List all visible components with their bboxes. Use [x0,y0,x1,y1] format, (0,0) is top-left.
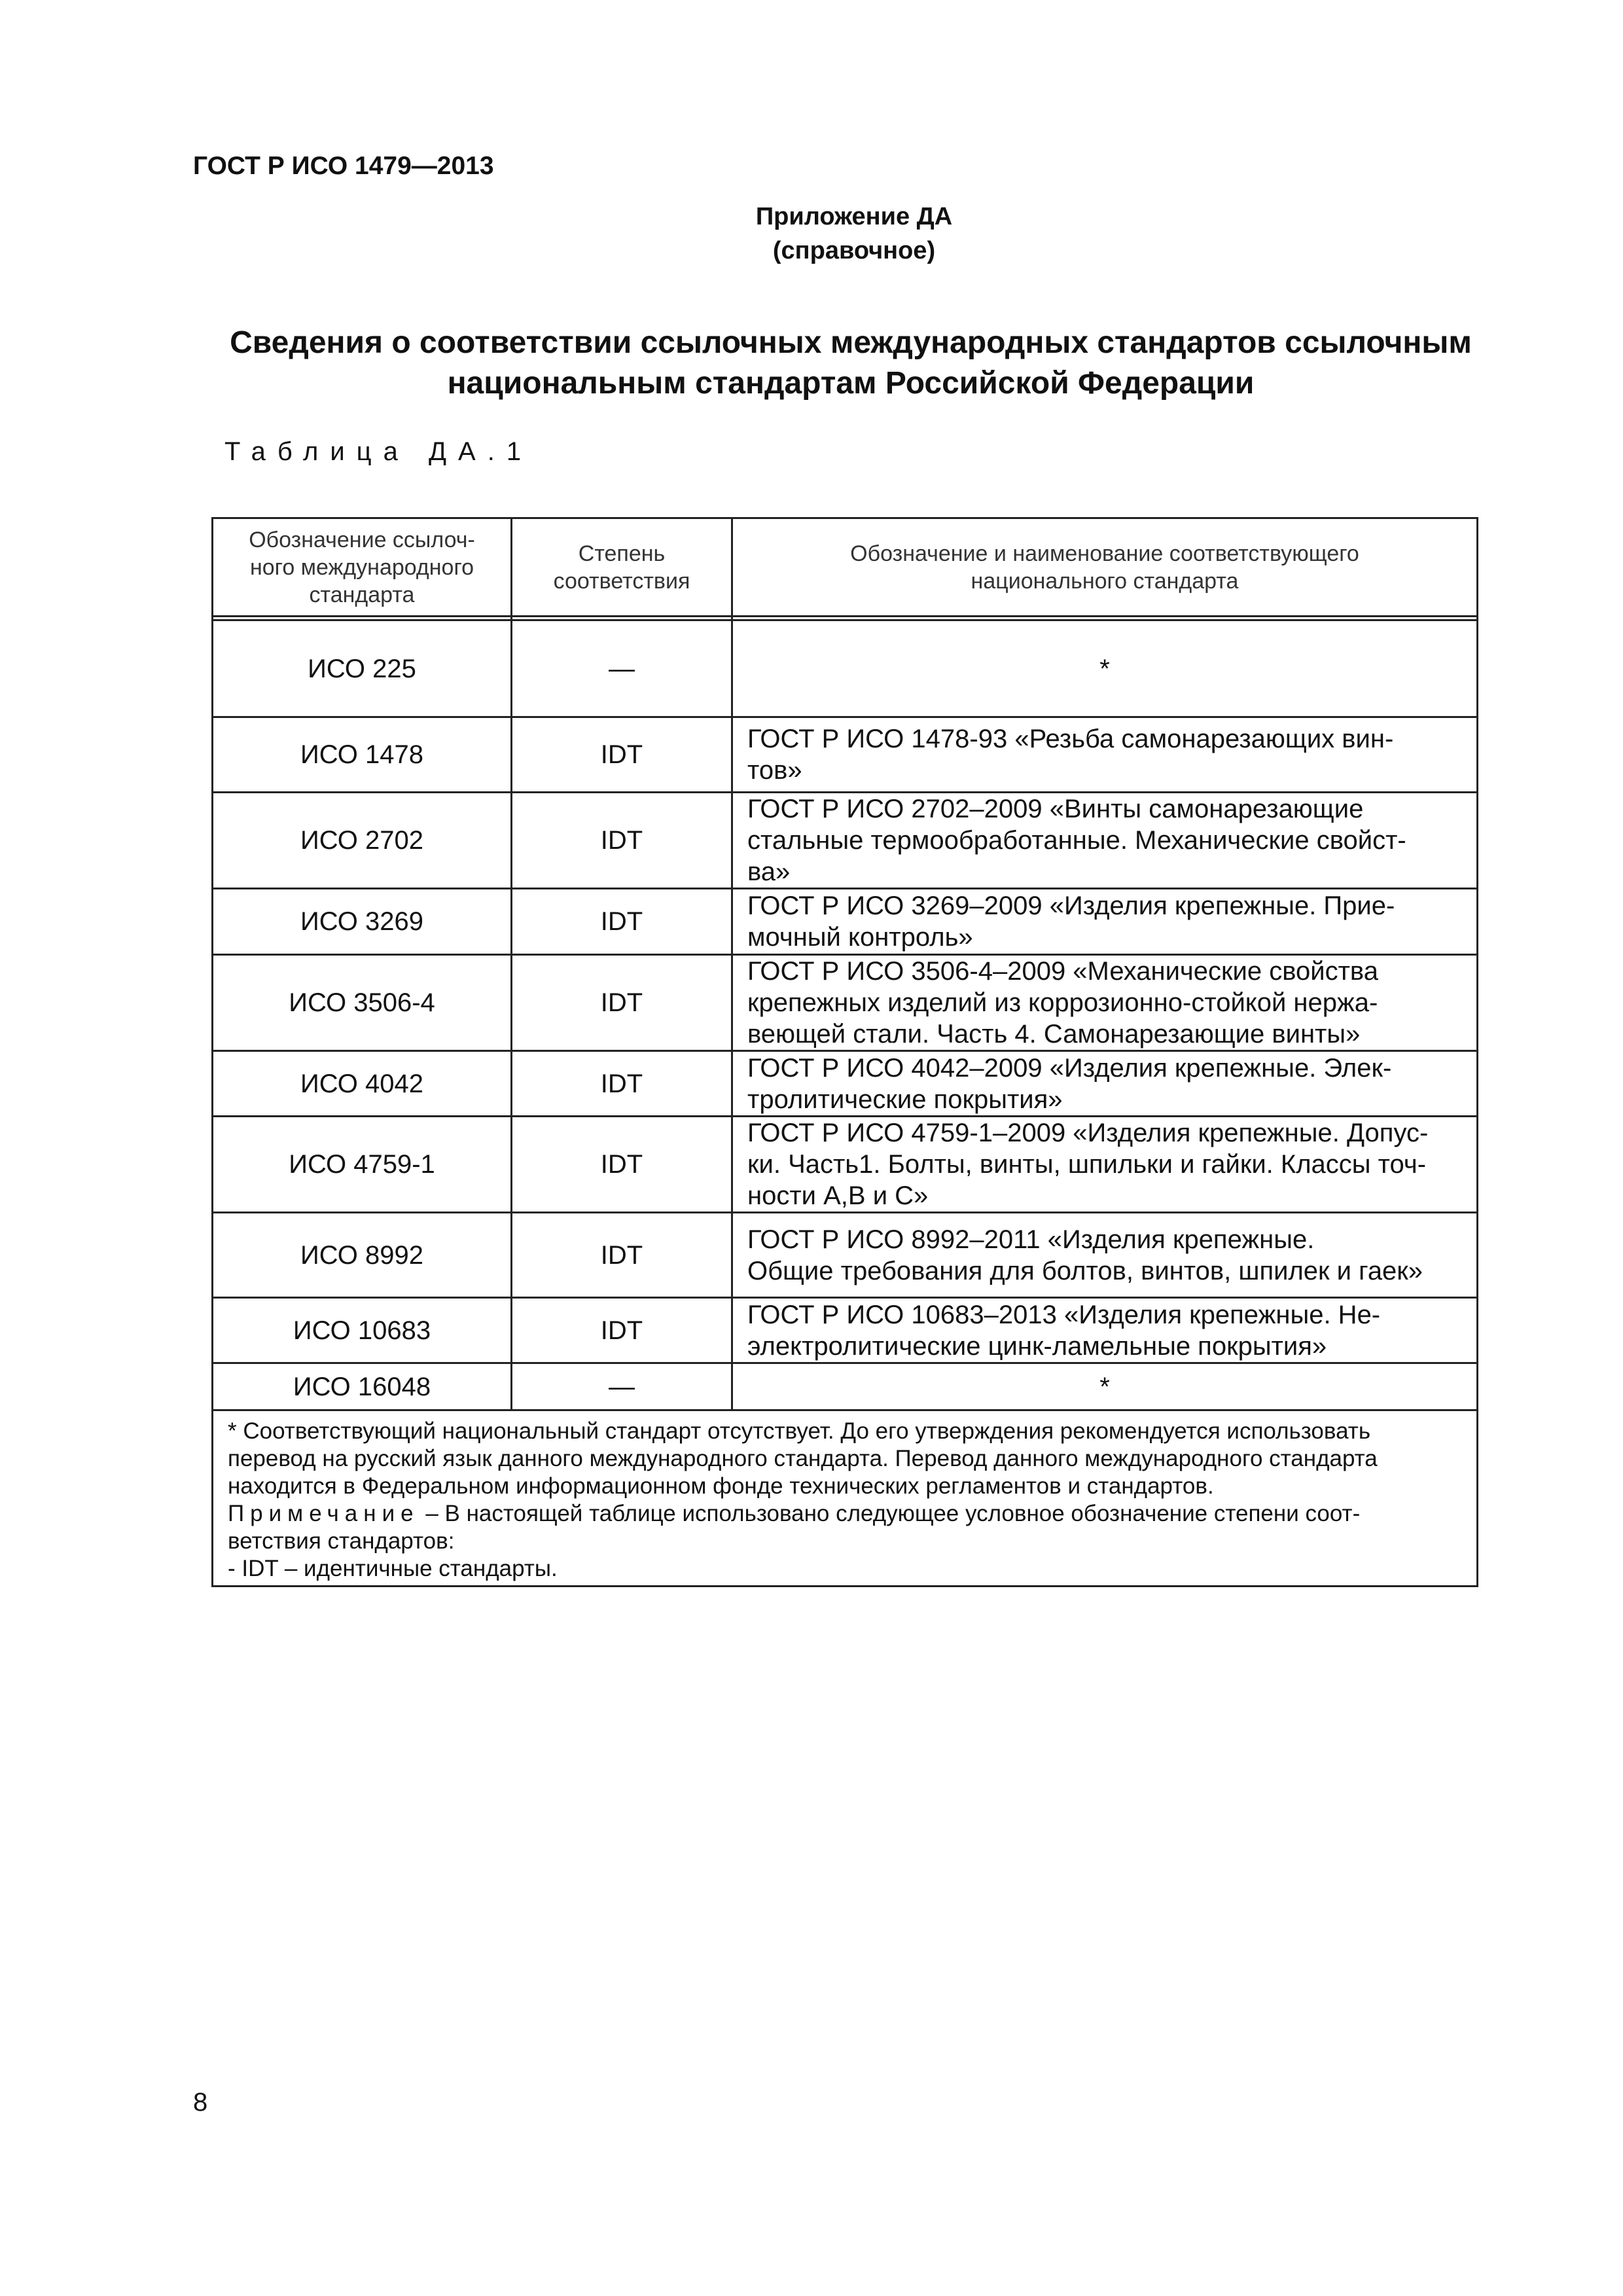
document-title [164,323,1538,404]
cell-national: ГОСТ Р ИСО 10683–2013 «Изделия крепежные. Не- электролитические цинк-ламельные покрытия» [732,1298,1478,1363]
appendix-heading [746,200,962,268]
table-row [213,717,1478,793]
header-national: Обозначение и наименование соответствующего национального стандарта [732,518,1478,617]
cell-national: * [732,620,1478,717]
page-number: 8 [193,2088,208,2117]
cell-degree: IDT [512,889,732,955]
table-row [213,1298,1478,1363]
header-degree: Степень соответствия [512,518,732,617]
cell-degree: IDT [512,1213,732,1298]
note-word: Примечание [228,1501,419,1526]
standards-table [211,517,1478,1587]
cell-iso: ИСО 1478 [213,717,512,793]
table-row [213,1363,1478,1410]
cell-degree: IDT [512,1298,732,1363]
table-row [213,793,1478,889]
table-header-row [213,518,1478,617]
cell-national: ГОСТ Р ИСО 2702–2009 «Винты самонарезающие стальные термообработанные. Механические свойст- ва» [732,793,1478,889]
cell-degree: IDT [512,717,732,793]
cell-iso: ИСО 10683 [213,1298,512,1363]
table-row [213,889,1478,955]
cell-national: ГОСТ Р ИСО 8992–2011 «Изделия крепежные. Общие требования для болтов, винтов, шпилек и гаек» [732,1213,1478,1298]
note-line: Примечание – В настоящей таблице использовано следующее условное обозначение степени соот- [228,1501,1361,1526]
cell-national: ГОСТ Р ИСО 1478-93 «Резьба самонарезающих вин- тов» [732,717,1478,793]
table-footnote-row [213,1410,1478,1587]
cell-national: ГОСТ Р ИСО 3269–2009 «Изделия крепежные. Прие- мочный контроль» [732,889,1478,955]
cell-iso: ИСО 3506-4 [213,955,512,1051]
table-row [213,1117,1478,1213]
cell-iso: ИСО 4759-1 [213,1117,512,1213]
cell-degree: — [512,620,732,717]
cell-degree: IDT [512,955,732,1051]
cell-national: ГОСТ Р ИСО 4042–2009 «Изделия крепежные. Элек- тролитические покрытия» [732,1051,1478,1117]
table-row [213,955,1478,1051]
note-line: ветствия стандартов: [228,1528,455,1554]
header-iso: Обозначение ссылоч- ного международного стандарта [213,518,512,617]
footnote-line: находится в Федеральном информационном фонде технических регламентов и стандартов. [228,1473,1214,1499]
table-footnote [213,1410,1478,1587]
title-line-1: Сведения о соответствии ссылочных международных стандартов ссылочным [230,325,1472,360]
appendix-kind: (справочное) [772,237,936,264]
cell-iso: ИСО 16048 [213,1363,512,1410]
cell-national: ГОСТ Р ИСО 4759-1–2009 «Изделия крепежные. Допус- ки. Часть1. Болты, винты, шпильки и гайки. Классы точ- ности А,В и С» [732,1117,1478,1213]
footnote-line: перевод на русский язык данного международного стандарта. Перевод данного международного стандарта [228,1446,1378,1471]
title-line-2: национальным стандартам Российской Федерации [447,366,1255,401]
table-row [213,1051,1478,1117]
cell-national: * [732,1363,1478,1410]
cell-iso: ИСО 3269 [213,889,512,955]
footnote-line: * Соответствующий национальный стандарт отсутствует. До его утверждения рекомендуется использовать [228,1418,1371,1444]
cell-degree: IDT [512,1117,732,1213]
appendix-title: Приложение ДА [755,203,953,230]
table-row [213,620,1478,717]
cell-iso: ИСО 8992 [213,1213,512,1298]
cell-iso: ИСО 4042 [213,1051,512,1117]
cell-iso: ИСО 2702 [213,793,512,889]
table-label: Таблица ДА.1 [224,437,533,466]
idt-legend: - IDT – идентичные стандарты. [228,1556,558,1581]
cell-degree: — [512,1363,732,1410]
document-code: ГОСТ Р ИСО 1479—2013 [193,152,494,180]
cell-degree: IDT [512,1051,732,1117]
cell-iso: ИСО 225 [213,620,512,717]
table-row [213,1213,1478,1298]
cell-national: ГОСТ Р ИСО 3506-4–2009 «Механические свойства крепежных изделий из коррозионно-стойкой нержа- веющей стали. Часть 4. Самонарезающие винты» [732,955,1478,1051]
cell-degree: IDT [512,793,732,889]
